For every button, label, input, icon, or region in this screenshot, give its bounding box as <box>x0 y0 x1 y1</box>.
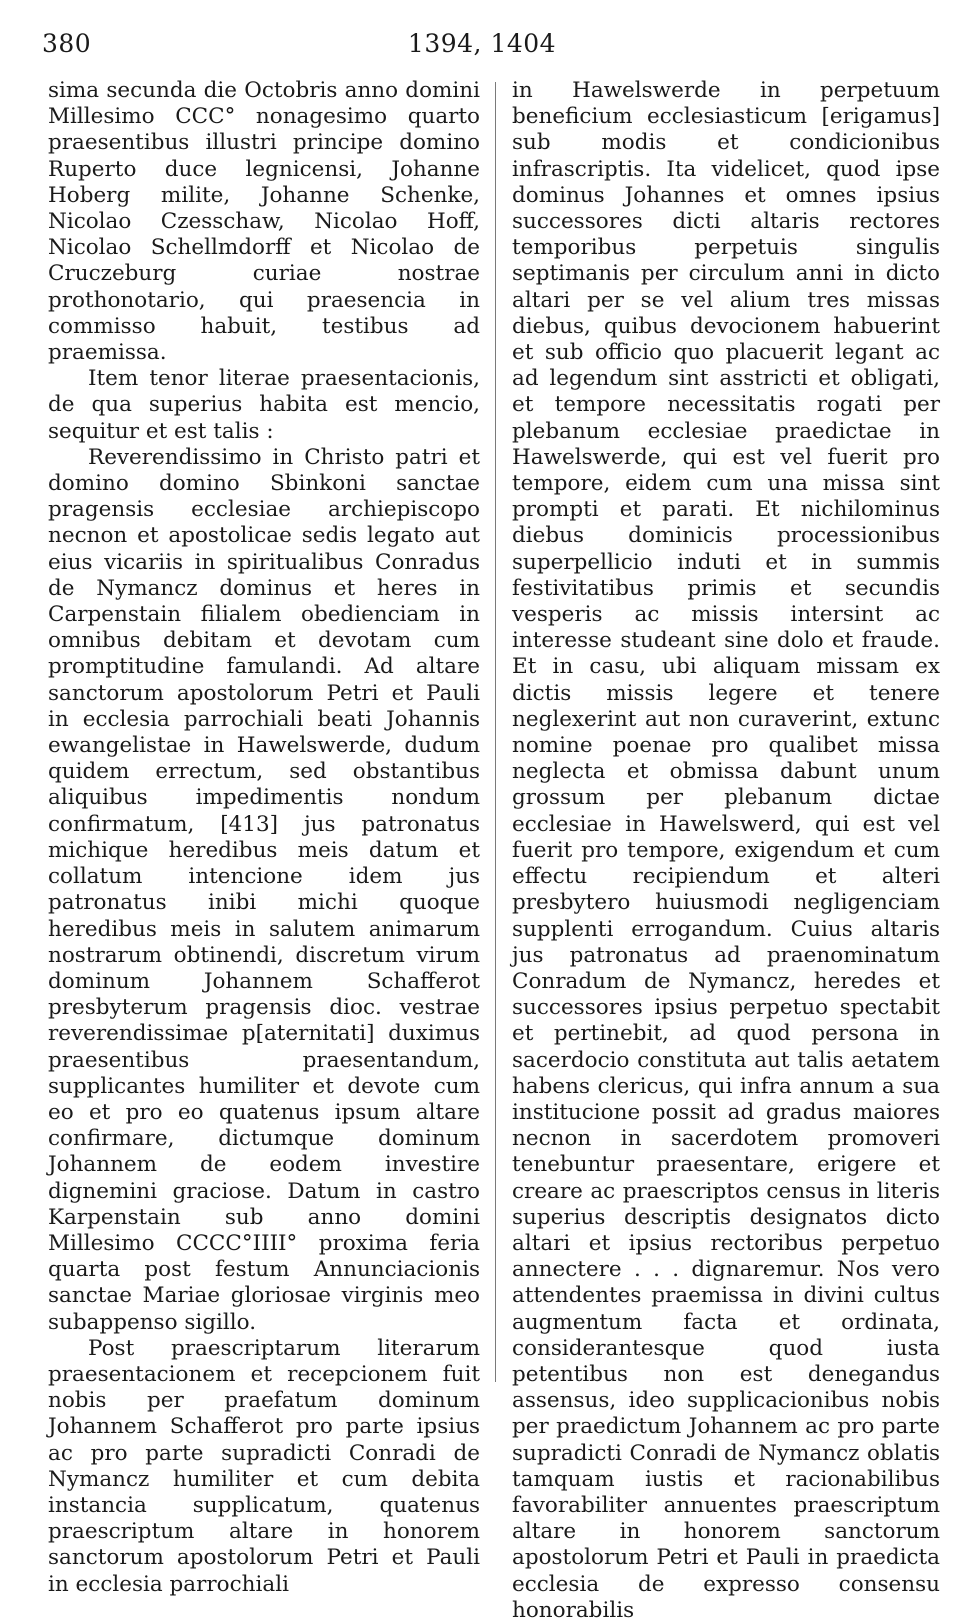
document-reference: 1394, 1404 <box>407 29 557 58</box>
running-header <box>42 24 922 64</box>
paragraph: in Hawelswerde in perpetuum beneficium ecclesiasticum [erigamus] sub modis et condicionibus infrascriptis. Ita videlicet, quod ipse dominus Johannes et omnes ipsius successores dicti altaris rectores temporibus perpetuis singulis septimanis per circulum anni in dicto altari per se vel alium tres missas diebus, quibus devocionem habuerint et sub officio quo placuerit legant ac ad legendum sint asstricti et obligati, et tempore necessitatis rogati per plebanum ecclesiae praedictae in Hawelswerde, qui est vel fuerit pro tempore, eidem cum una missa sint prompti et parati. Et nichilominus diebus dominicis processionibus superpellicio induti et in summis festivitatibus primis et secundis vesperis ac missis intersint ac interesse studeant sine dolo et fraude. Et in casu, ubi aliquam missam ex dictis missis legere et tenere neglexerint aut non curaverint, extunc nomine poenae pro qualibet missa neglecta et obmissa dabunt unum grossum per plebanum dictae ecclesiae in Hawelswerd, qui est vel fuerit pro tempore, exigendum et cum effectu recipiendum et alteri presbytero huiusmodi negligenciam supplenti errogandum. Cuius altaris jus patronatus ad praenominatum Conradum de Nymancz, heredes et successores ipsius perpetuo spectabit et pertinebit, ad quod persona in sacerdocio constituta aut talis aetatem habens clericus, qui infra annum a sua institucione possit ad gradus maiores necnon in sacerdotem promoveri tenebuntur praesentare, erigere et creare ac praescriptos census in literis superius descriptis designatos dicto altari et ipsius rectoribus perpetuo annectere . . . dignaremur. Nos vero attendentes praemissa in divini cultus augmentum facta et ordinata, considerantesque quod iusta petentibus non est denegandus assensus, ideo supplicacionibus nobis per praedictum Johannem ac pro parte supradicti Conradi de Nymancz oblatis tamquam iustis et racionabilibus favorabiliter annuentes praescriptum altare in honorem sanctorum apostolorum Petri et Pauli in praedicta ecclesia de expresso consensu honorabilis <box>512 78 940 1623</box>
paragraph: sima secunda die Octobris anno domini Millesimo CCC° nonagesimo quarto praesentibus illustri principe domino Ruperto duce legnicensi, Johanne Hoberg milite, Johanne Schenke, Nicolao Czesschaw, Nicolao Hoff, Nicolao Schellmdorff et Nicolao de Cruczeburg curiae nostrae prothonotario, qui praesencia in commisso habuit, testibus ad praemissa. <box>48 78 480 366</box>
paragraph: Reverendissimo in Christo patri et domino domino Sbinkoni sanctae pragensis ecclesiae archiepiscopo necnon et apostolicae sedis legato aut eius vicariis in spiritualibus Conradus de Nymancz dominus et heres in Carpenstain filialem obedienciam in omnibus debitam et devotam cum promptitudine famulandi. Ad altare sanctorum apostolorum Petri et Pauli in ecclesia parrochiali beati Johannis ewangelistae in Hawelswerde, dudum quidem errectum, sed obstantibus aliquibus impedimentis nondum confirmatum, [413] jus patronatus michique heredibus meis datum et collatum intencione idem jus patronatus inibi michi quoque heredibus meis in salutem animarum nostrarum obtinendi, discretum virum dominum Johannem Schafferot presbyterum pragensis dioc. vestrae reverendissimae p[aternitati] duximus praesentibus praesentandum, supplicantes humiliter et devote cum eo et pro eo quatenus ipsum altare confirmare, dictumque dominum Johannem de eodem investire dignemini graciose. Datum in castro Karpenstain sub anno domini Millesimo CCCC°IIII° proxima feria quarta post festum Annunciacionis sanctae Mariae gloriosae virginis meo subappenso sigillo. <box>48 444 480 1335</box>
right-column <box>512 78 940 1624</box>
left-column <box>48 78 480 1598</box>
paragraph: Item tenor literae praesentacionis, de qua superius habita est mencio, sequitur et est talis : <box>48 366 480 444</box>
paragraph: Post praescriptarum literarum praesentacionem et recepcionem fuit nobis per praefatum dominum Johannem Schafferot pro parte ipsius ac pro parte supradicti Conradi de Nymancz humiliter et cum debita instancia supplicatum, quatenus praescriptum altare in honorem sanctorum apostolorum Petri et Pauli in ecclesia parrochiali <box>48 1335 480 1597</box>
column-divider <box>495 82 496 1382</box>
page-number: 380 <box>42 29 92 58</box>
